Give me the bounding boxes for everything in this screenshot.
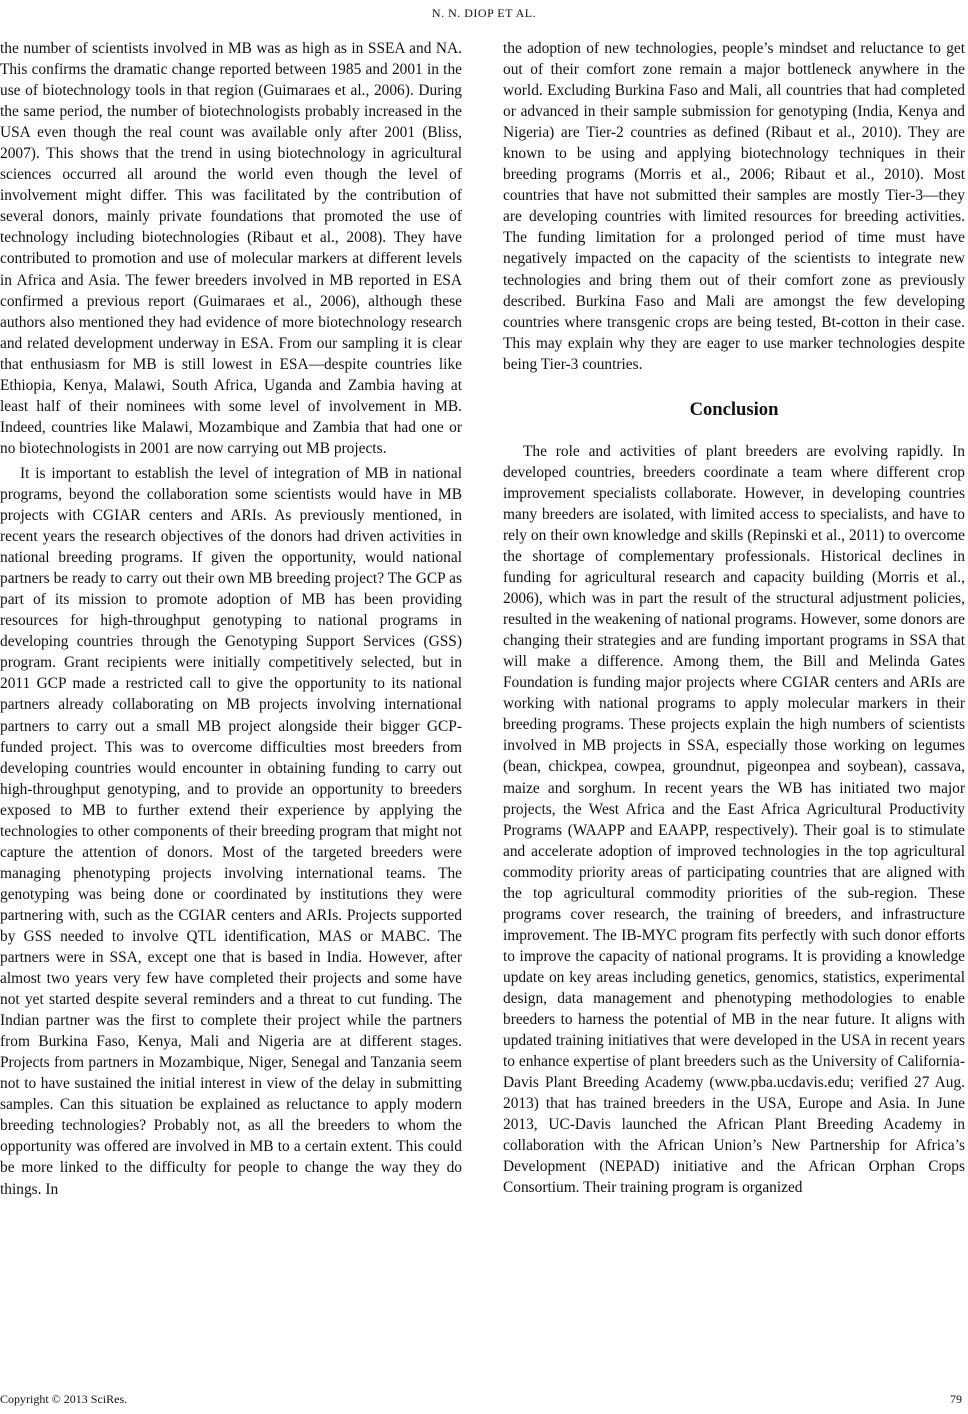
right-column [503, 38, 965, 1198]
body-paragraph: It is important to establish the level of integration of MB in national programs, beyond the collaboration some scientists would have in MB projects with CGIAR centers and ARIs. As previously mentioned, in recent years the research objectives of the donors had driven activities in national breeding programs. If given the opportunity, would national partners be ready to carry out their own MB breeding project? The GCP as part of its mission to promote adoption of MB has been providing resources for high-throughput genotyping to national programs in developing countries through the Genotyping Support Services (GSS) program. Grant recipients were initially competitively selected, but in 2011 GCP made a restricted call to give the opportunity to its national partners already collaborating on MB projects involving international partners to carry out a small MB project alongside their bigger GCP-funded project. This was to overcome difficulties most breeders from developing countries would encounter in obtaining funding to carry out high-throughput genotyping, and to provide an opportunity to breeders exposed to MB to further extend their experience by applying the technologies to other components of their breeding program that might not capture the attention of donors. Most of the targeted breeders were managing phenotyping projects involving international teams. The genotyping was being done or coordinated by institutions they were partnering with, such as the CGIAR centers and ARIs. Projects supported by GSS needed to involve QTL identification, MAS or MABC. The partners were in SSA, except one that is based in India. However, after almost two years very few have completed their projects and some have not yet started despite several reminders and a threat to cut funding. The Indian partner was the first to complete their project while the partners from Burkina Faso, Kenya, Mali and Nigeria are at different stages. Projects from partners in Mozambique, Niger, Senegal and Tanzania seem not to have sustained the initial interest in view of the delay in submitting samples. Can this situation be explained as reluctance to apply modern breeding technologies? Probably not, as all the breeders to whom the opportunity was offered are involved in MB to a certain extent. This could be more linked to the difficulty for people to change the way they do things. In [0, 464, 462, 1198]
page-footer [0, 1392, 968, 1408]
section-heading: Conclusion [689, 398, 779, 420]
body-paragraph: the number of scientists involved in MB was as high as in SSEA and NA. This confirms the dramatic change reported between 1985 and 2001 in the use of biotechnology tools in that region (Guimaraes et al., 2006). During the same period, the number of biotechnologists probably increased in the USA even though the real count was available only after 2001 (Bliss, 2007). This shows that the trend in using biotechnology in agricultural sciences occurred all around the world even though the level of involvement might differ. This was facilitated by the contribution of several donors, mainly private foundations that promoted the use of technology including biotechnologies (Ribaut et al., 2008). They have contributed to promotion and use of molecular markers at different levels in Africa and Asia. The fewer breeders involved in MB reported in ESA confirmed a previous report (Guimaraes et al., 2006), although these authors also mentioned they had evidence of more biotechnology research and related development underway in ESA. From our sampling it is clear that enthusiasm for MB is still lowest in ESA—despite countries like Ethiopia, Kenya, Malawi, South Africa, Uganda and Zambia having at least half of their nominees with some level of involvement in MB. Indeed, countries like Malawi, Mozambique and Zambia that had one or no biotechnologists in 2001 are now carrying out MB projects. [0, 40, 462, 457]
running-head: N. N. DIOP ET AL. [431, 6, 537, 20]
body-paragraph: the adoption of new technologies, people’s mindset and reluctance to get out of their comfort zone remain a major bottleneck anywhere in the world. Excluding Burkina Faso and Mali, all countries that had completed or advanced in their sample submission for genotyping (India, Kenya and Nigeria) are Tier-2 countries as defined (Ribaut et al., 2010). They are known to be using and applying biotechnology techniques in their breeding programs (Morris et al., 2006; Ribaut et al., 2010). Most countries that have not submitted their samples are mostly Tier-3—they are developing countries with limited resources for breeding activities. The funding limitation for a prolonged period of time must have negatively impacted on the capacity of the scientists to integrate new technologies and bring them out of their comfort zone as previously described. Burkina Faso and Mali are amongst the few developing countries where transgenic crops are being tested, Bt-cotton in their case. This may explain why they are eager to use marker technologies despite being Tier-3 countries. [503, 40, 965, 373]
left-column [0, 38, 462, 1200]
body-paragraph: The role and activities of plant breeders are evolving rapidly. In developed countries, breeders coordinate a team where different crop improvement specialists collaborate. However, in developing countries many breeders are isolated, with limited access to specialists, and have to rely on their own knowledge and skills (Repinski et al., 2011) to overcome the shortage of complementary professionals. Historical declines in funding for agricultural research and capacity building (Morris et al., 2006), which was in part the result of the structural adjustment policies, resulted in the weakening of national programs. However, some donors are changing their strategies and are funding important programs in SSA that will make a difference. Among them, the Bill and Melinda Gates Foundation is funding major projects where CGIAR centers and ARIs are working with national programs to apply molecular markers in their breeding programs. These projects explain the high numbers of scientists involved in MB projects in SSA, especially those working on legumes (bean, chickpea, cowpea, groundnut, pigeonpea and soybean), cassava, maize and sorghum. In recent years the WB has initiated two major projects, the West Africa and the East Africa Agricultural Productivity Programs (WAAPP and EAAPP, respectively). Their goal is to stimulate and accelerate adoption of improved technologies in the top agricultural commodity priority areas of participating countries that are aligned with the top agricultural commodity priorities of the sub-region. These programs cover research, the training of breeders, and infrastructure improvement. The IB-MYC program fits perfectly with such donor efforts to improve the capacity of national programs. It is providing a knowledge update on key areas including genetics, genomics, statistics, experimental design, data management and phenotyping methodologies to enable breeders to harness the potential of MB in the near future. It aligns with updated training initiatives that were developed in the USA in recent years to enhance expertise of plant breeders such as the University of California-Davis Plant Breeding Academy (www.pba.ucdavis.edu; verified 27 Aug. 2013) that has trained breeders in the USA, Europe and Asia. In June 2013, UC-Davis launched the African Plant Breeding Academy in collaboration with the African Union’s New Partnership for Africa’s Development (NEPAD) initiative and the African Orphan Crops Consortium. Their training program is organized [503, 442, 965, 1197]
copyright-notice: Copyright © 2013 SciRes. [0, 1392, 128, 1406]
page-number: 79 [950, 1392, 962, 1406]
